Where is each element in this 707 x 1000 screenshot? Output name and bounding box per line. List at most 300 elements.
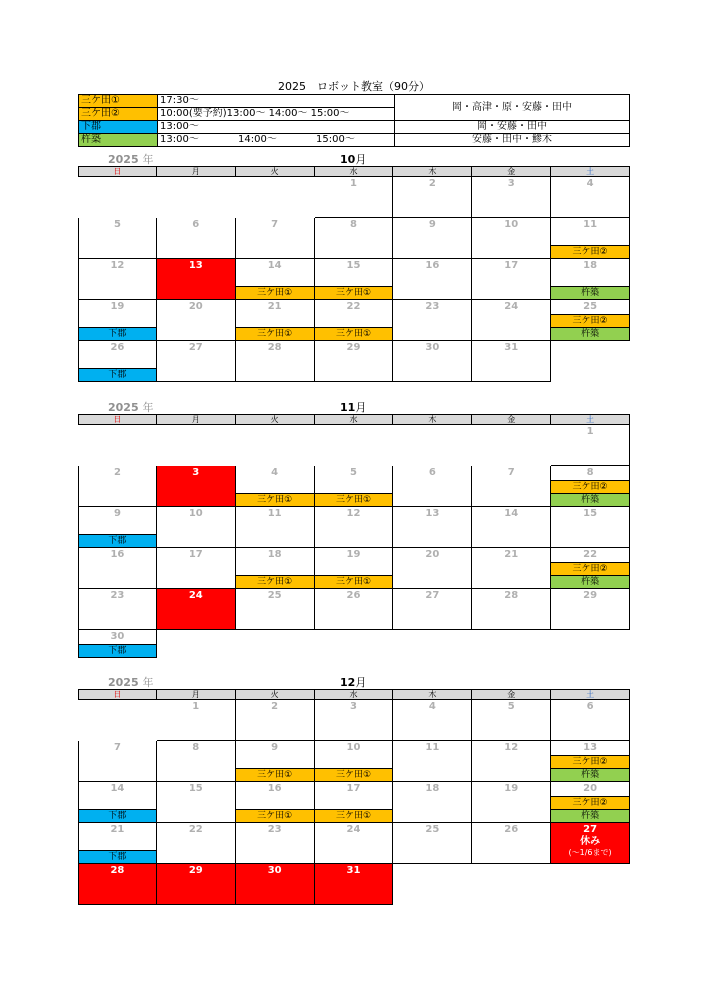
info-time: 17:30～ <box>158 95 395 108</box>
class-event-mikata1[interactable]: 三ケ田① <box>236 493 314 506</box>
day-cell-holiday[interactable] <box>157 466 236 507</box>
day-events <box>79 327 156 340</box>
info-time: 13:00～ <box>158 121 395 134</box>
day-number: 6 <box>428 467 436 478</box>
weekday-header-row <box>78 166 630 177</box>
day-events <box>551 796 629 822</box>
day-cell[interactable] <box>236 823 315 864</box>
year-label <box>108 151 153 167</box>
day-cell[interactable] <box>236 700 315 741</box>
day-cell[interactable] <box>472 218 551 259</box>
day-cell[interactable] <box>393 341 472 382</box>
day-cell[interactable] <box>78 466 157 507</box>
info-time-slot: 14:00～ <box>238 134 277 145</box>
day-cell[interactable] <box>315 548 394 589</box>
day-events <box>551 755 629 781</box>
day-number: 13 <box>188 260 203 271</box>
day-cell-holiday[interactable] <box>315 864 394 905</box>
day-number: 22 <box>583 549 598 560</box>
weekday-label: 土 <box>551 414 630 425</box>
day-note: (～1/6まで) <box>568 848 612 857</box>
document-title: 2025 ロボット教室（90分） <box>278 80 430 93</box>
day-cell[interactable] <box>78 259 157 300</box>
day-events <box>551 562 629 588</box>
day-note: 休み <box>580 836 601 847</box>
day-cell[interactable] <box>236 218 315 259</box>
day-cell-holiday[interactable] <box>157 259 236 300</box>
day-cell[interactable] <box>315 589 394 630</box>
day-cell[interactable] <box>78 300 157 341</box>
day-events <box>551 245 629 258</box>
day-number: 5 <box>350 467 357 478</box>
info-time <box>158 134 395 147</box>
class-event-mikata2[interactable]: 三ケ田② <box>551 314 629 327</box>
day-number: 21 <box>110 824 125 835</box>
day-cell[interactable] <box>157 700 236 741</box>
class-event-kinezuka[interactable]: 杵築 <box>551 809 629 822</box>
day-number: 17 <box>504 260 519 271</box>
day-number: 15 <box>583 508 598 519</box>
weekday-label: 金 <box>472 414 551 425</box>
month-calendar <box>78 414 630 658</box>
day-number: 5 <box>507 701 515 712</box>
day-cell[interactable] <box>551 218 630 259</box>
day-number: 29 <box>346 342 361 353</box>
empty-day <box>472 864 551 905</box>
class-event-mikata2[interactable]: 三ケ田② <box>551 755 629 768</box>
day-number: 27 <box>188 342 203 353</box>
day-cell[interactable] <box>472 700 551 741</box>
day-number: 8 <box>586 467 594 478</box>
weekday-label: 水 <box>315 414 394 425</box>
day-cell[interactable] <box>236 341 315 382</box>
month-header <box>78 674 630 688</box>
day-number: 31 <box>504 342 519 353</box>
empty-day <box>472 630 551 658</box>
day-number: 20 <box>188 301 203 312</box>
day-number: 7 <box>113 742 121 753</box>
class-event-mikata1[interactable]: 三ケ田① <box>236 575 314 588</box>
day-number: 15 <box>188 783 203 794</box>
day-number: 17 <box>346 783 361 794</box>
weekday-label: 土 <box>551 689 630 700</box>
day-number: 27 <box>425 590 440 601</box>
month-number: 12 <box>340 676 356 689</box>
weekday-label: 木 <box>393 166 472 177</box>
weekday-label: 木 <box>393 689 472 700</box>
day-cell[interactable] <box>157 823 236 864</box>
day-cell[interactable] <box>551 425 630 466</box>
class-event-kinezuka[interactable]: 杵築 <box>551 493 629 506</box>
day-number: 4 <box>271 467 279 478</box>
week-row <box>78 218 630 259</box>
info-row-kinezuka <box>79 134 630 147</box>
week-row <box>78 700 630 741</box>
day-cell[interactable] <box>157 741 236 782</box>
year-number: 2025 <box>108 153 139 166</box>
day-number: 2 <box>428 178 436 189</box>
day-cell[interactable] <box>551 700 630 741</box>
month-header <box>78 151 630 165</box>
day-cell[interactable] <box>78 218 157 259</box>
week-row <box>78 782 630 823</box>
month-number: 11 <box>340 401 356 414</box>
year-suffix: 年 <box>142 676 154 689</box>
day-events <box>315 809 393 822</box>
day-number: 10 <box>346 742 361 753</box>
day-cell[interactable] <box>551 259 630 300</box>
day-number: 12 <box>504 742 519 753</box>
day-events <box>236 768 314 781</box>
day-cell[interactable] <box>472 300 551 341</box>
day-number: 24 <box>504 301 519 312</box>
day-cell[interactable] <box>236 259 315 300</box>
day-events <box>551 480 629 506</box>
day-number: 19 <box>504 783 519 794</box>
day-events <box>236 575 314 588</box>
day-cell[interactable] <box>472 507 551 548</box>
day-cell[interactable] <box>393 700 472 741</box>
day-number: 6 <box>586 701 594 712</box>
day-number: 9 <box>113 508 121 519</box>
day-cell[interactable] <box>78 341 157 382</box>
day-number: 3 <box>350 701 357 712</box>
day-cell[interactable] <box>157 218 236 259</box>
weekday-label: 金 <box>472 689 551 700</box>
day-number: 26 <box>504 824 519 835</box>
schedule-info-table <box>78 94 630 147</box>
day-number: 28 <box>110 865 125 876</box>
day-number: 23 <box>425 301 440 312</box>
class-event-mikata2[interactable]: 三ケ田② <box>551 562 629 575</box>
year-number: 2025 <box>108 401 139 414</box>
day-number: 13 <box>425 508 440 519</box>
day-cell[interactable] <box>472 741 551 782</box>
day-events <box>79 809 156 822</box>
day-cell[interactable] <box>157 507 236 548</box>
week-row <box>78 630 630 658</box>
week-row <box>78 548 630 589</box>
day-cell[interactable] <box>236 507 315 548</box>
class-event-mikata2[interactable]: 三ケ田② <box>551 480 629 493</box>
day-cell[interactable] <box>78 823 157 864</box>
day-number: 15 <box>346 260 361 271</box>
day-cell[interactable] <box>315 507 394 548</box>
day-number: 8 <box>192 742 200 753</box>
weekday-label: 土 <box>551 166 630 177</box>
day-cell[interactable] <box>78 782 157 823</box>
day-cell[interactable] <box>157 341 236 382</box>
day-cell[interactable] <box>78 630 157 658</box>
day-events <box>236 493 314 506</box>
class-event-kinezuka[interactable]: 杵築 <box>551 286 629 299</box>
day-cell[interactable] <box>472 823 551 864</box>
day-cell[interactable] <box>236 300 315 341</box>
day-cell[interactable] <box>551 507 630 548</box>
class-event-mikata1[interactable]: 三ケ田① <box>315 575 393 588</box>
class-event-mikata1[interactable]: 三ケ田① <box>315 286 393 299</box>
info-staff: 岡・高津・原・安藤・田中 <box>395 95 630 121</box>
day-number: 6 <box>192 219 200 230</box>
day-events <box>315 768 393 781</box>
info-time-slot: 13:00～ <box>160 134 199 145</box>
class-event-mikata1[interactable]: 三ケ田① <box>236 809 314 822</box>
day-number: 28 <box>504 590 519 601</box>
day-number: 29 <box>188 865 203 876</box>
day-number: 18 <box>267 549 282 560</box>
class-event-mikata1[interactable]: 三ケ田① <box>236 768 314 781</box>
day-events <box>315 575 393 588</box>
day-events <box>551 286 629 299</box>
empty-day <box>393 425 472 466</box>
day-number: 7 <box>507 467 515 478</box>
day-cell[interactable] <box>157 548 236 589</box>
day-number: 1 <box>350 178 357 189</box>
class-event-mikata2[interactable]: 三ケ田② <box>551 796 629 809</box>
week-row <box>78 341 630 382</box>
day-cell[interactable] <box>315 259 394 300</box>
day-cell[interactable] <box>551 589 630 630</box>
class-event-shimogori[interactable]: 下郡 <box>79 644 156 657</box>
year-label <box>108 399 153 415</box>
month-label <box>340 399 366 415</box>
day-number: 21 <box>267 301 282 312</box>
weekday-label: 月 <box>157 166 236 177</box>
day-cell[interactable] <box>157 300 236 341</box>
day-cell-holiday[interactable] <box>78 864 157 905</box>
year-number: 2025 <box>108 676 139 689</box>
class-event-shimogori[interactable]: 下郡 <box>79 534 156 547</box>
day-number: 31 <box>346 865 361 876</box>
month-number: 10 <box>340 153 356 166</box>
day-cell[interactable] <box>393 259 472 300</box>
day-cell[interactable] <box>393 823 472 864</box>
weekday-header-row <box>78 689 630 700</box>
empty-day <box>157 630 236 658</box>
day-cell[interactable] <box>315 300 394 341</box>
day-cell[interactable] <box>315 700 394 741</box>
day-cell[interactable] <box>551 466 630 507</box>
day-number: 5 <box>113 219 121 230</box>
day-number: 3 <box>192 467 200 478</box>
day-number: 24 <box>346 824 361 835</box>
day-events <box>79 534 156 547</box>
day-cell[interactable] <box>236 782 315 823</box>
class-event-mikata1[interactable]: 三ケ田① <box>315 493 393 506</box>
day-cell[interactable] <box>472 466 551 507</box>
day-cell-holiday[interactable] <box>157 589 236 630</box>
weekday-label: 月 <box>157 414 236 425</box>
day-cell[interactable] <box>551 741 630 782</box>
day-cell[interactable] <box>551 782 630 823</box>
day-number: 4 <box>428 701 436 712</box>
day-cell[interactable] <box>393 589 472 630</box>
day-cell[interactable] <box>393 782 472 823</box>
day-number: 11 <box>425 742 440 753</box>
day-cell[interactable] <box>472 177 551 218</box>
class-event-mikata1[interactable]: 三ケ田① <box>315 327 393 340</box>
weekday-label: 日 <box>78 689 157 700</box>
month-suffix: 月 <box>355 401 367 414</box>
day-cell[interactable] <box>472 589 551 630</box>
day-cell[interactable] <box>393 177 472 218</box>
day-cell-holiday[interactable] <box>157 864 236 905</box>
day-number: 30 <box>110 631 125 642</box>
day-cell[interactable] <box>315 741 394 782</box>
day-number: 25 <box>267 590 282 601</box>
day-cell[interactable] <box>315 782 394 823</box>
day-number: 19 <box>110 301 125 312</box>
day-number: 22 <box>188 824 203 835</box>
empty-day <box>78 425 157 466</box>
day-number: 13 <box>583 742 598 753</box>
class-event-kinezuka[interactable]: 杵築 <box>551 768 629 781</box>
day-number: 19 <box>346 549 361 560</box>
month-suffix: 月 <box>355 153 367 166</box>
empty-day <box>236 630 315 658</box>
class-event-shimogori[interactable]: 下郡 <box>79 809 156 822</box>
day-number: 14 <box>110 783 125 794</box>
class-event-shimogori[interactable]: 下郡 <box>79 327 156 340</box>
day-number: 12 <box>346 508 361 519</box>
day-cell[interactable] <box>551 548 630 589</box>
weekday-label: 日 <box>78 414 157 425</box>
day-number: 8 <box>350 219 357 230</box>
day-cell[interactable] <box>315 341 394 382</box>
day-cell[interactable] <box>236 589 315 630</box>
day-cell-holiday[interactable] <box>551 823 630 864</box>
empty-day <box>78 700 157 741</box>
info-staff: 岡・安藤・田中 <box>395 121 630 134</box>
day-number: 26 <box>346 590 361 601</box>
empty-day <box>315 630 394 658</box>
empty-day <box>551 864 630 905</box>
day-number: 16 <box>267 783 282 794</box>
class-event-mikata1[interactable]: 三ケ田① <box>236 286 314 299</box>
day-cell[interactable] <box>393 741 472 782</box>
day-cell[interactable] <box>157 782 236 823</box>
day-number: 26 <box>110 342 125 353</box>
week-row <box>78 466 630 507</box>
day-cell[interactable] <box>78 548 157 589</box>
class-event-shimogori[interactable]: 下郡 <box>79 850 156 863</box>
day-cell[interactable] <box>78 589 157 630</box>
week-row <box>78 300 630 341</box>
day-cell-holiday[interactable] <box>236 864 315 905</box>
day-number: 23 <box>267 824 282 835</box>
day-events <box>236 809 314 822</box>
day-events <box>79 850 156 863</box>
info-location: 下郡 <box>79 121 158 134</box>
week-row <box>78 425 630 466</box>
day-cell[interactable] <box>551 300 630 341</box>
empty-day <box>551 630 630 658</box>
class-event-shimogori[interactable]: 下郡 <box>79 368 156 381</box>
day-cell[interactable] <box>315 177 394 218</box>
day-cell[interactable] <box>315 218 394 259</box>
day-cell[interactable] <box>393 218 472 259</box>
week-row <box>78 864 630 905</box>
day-number: 9 <box>271 742 279 753</box>
day-events <box>315 327 393 340</box>
weekday-label: 月 <box>157 689 236 700</box>
empty-day <box>551 341 630 382</box>
day-number: 12 <box>110 260 125 271</box>
month-calendar <box>78 166 630 382</box>
day-cell[interactable] <box>393 507 472 548</box>
day-number: 4 <box>586 178 594 189</box>
day-cell[interactable] <box>236 548 315 589</box>
day-number: 20 <box>583 783 598 794</box>
class-event-mikata2[interactable]: 三ケ田② <box>551 245 629 258</box>
info-location: 三ケ田① <box>79 95 158 108</box>
class-event-mikata1[interactable]: 三ケ田① <box>315 768 393 781</box>
day-number: 21 <box>504 549 519 560</box>
weekday-label: 木 <box>393 414 472 425</box>
day-events <box>79 368 156 381</box>
day-cell[interactable] <box>315 466 394 507</box>
day-cell[interactable] <box>315 823 394 864</box>
class-event-kinezuka[interactable]: 杵築 <box>551 327 629 340</box>
day-cell[interactable] <box>236 741 315 782</box>
day-number: 20 <box>425 549 440 560</box>
week-row <box>78 741 630 782</box>
day-cell[interactable] <box>393 300 472 341</box>
day-cell[interactable] <box>393 466 472 507</box>
month-suffix: 月 <box>355 676 367 689</box>
day-number: 29 <box>583 590 598 601</box>
day-number: 27 <box>583 824 598 835</box>
weekday-label: 水 <box>315 689 394 700</box>
day-events <box>551 314 629 340</box>
day-number: 23 <box>110 590 125 601</box>
empty-day <box>236 425 315 466</box>
year-label <box>108 674 153 690</box>
day-number: 7 <box>271 219 279 230</box>
week-row <box>78 823 630 864</box>
day-number: 2 <box>271 701 279 712</box>
day-cell[interactable] <box>472 782 551 823</box>
day-number: 11 <box>267 508 282 519</box>
year-suffix: 年 <box>142 401 154 414</box>
day-cell[interactable] <box>472 259 551 300</box>
day-cell[interactable] <box>78 741 157 782</box>
empty-day <box>472 425 551 466</box>
weekday-header-row <box>78 414 630 425</box>
weekday-label: 火 <box>236 414 315 425</box>
day-number: 25 <box>583 301 598 312</box>
day-events <box>315 286 393 299</box>
year-suffix: 年 <box>142 153 154 166</box>
info-staff: 安藤・田中・鯵木 <box>395 134 630 147</box>
day-cell[interactable] <box>472 341 551 382</box>
month-calendar <box>78 689 630 905</box>
day-cell[interactable] <box>236 466 315 507</box>
day-cell[interactable] <box>393 548 472 589</box>
weekday-label: 金 <box>472 166 551 177</box>
day-cell[interactable] <box>551 177 630 218</box>
day-number: 24 <box>188 590 203 601</box>
class-event-kinezuka[interactable]: 杵築 <box>551 575 629 588</box>
day-events <box>236 286 314 299</box>
info-row-shimogori <box>79 121 630 134</box>
day-events <box>79 644 156 657</box>
day-cell[interactable] <box>472 548 551 589</box>
day-cell[interactable] <box>78 507 157 548</box>
class-event-mikata1[interactable]: 三ケ田① <box>236 327 314 340</box>
day-number: 28 <box>267 342 282 353</box>
class-event-mikata1[interactable]: 三ケ田① <box>315 809 393 822</box>
